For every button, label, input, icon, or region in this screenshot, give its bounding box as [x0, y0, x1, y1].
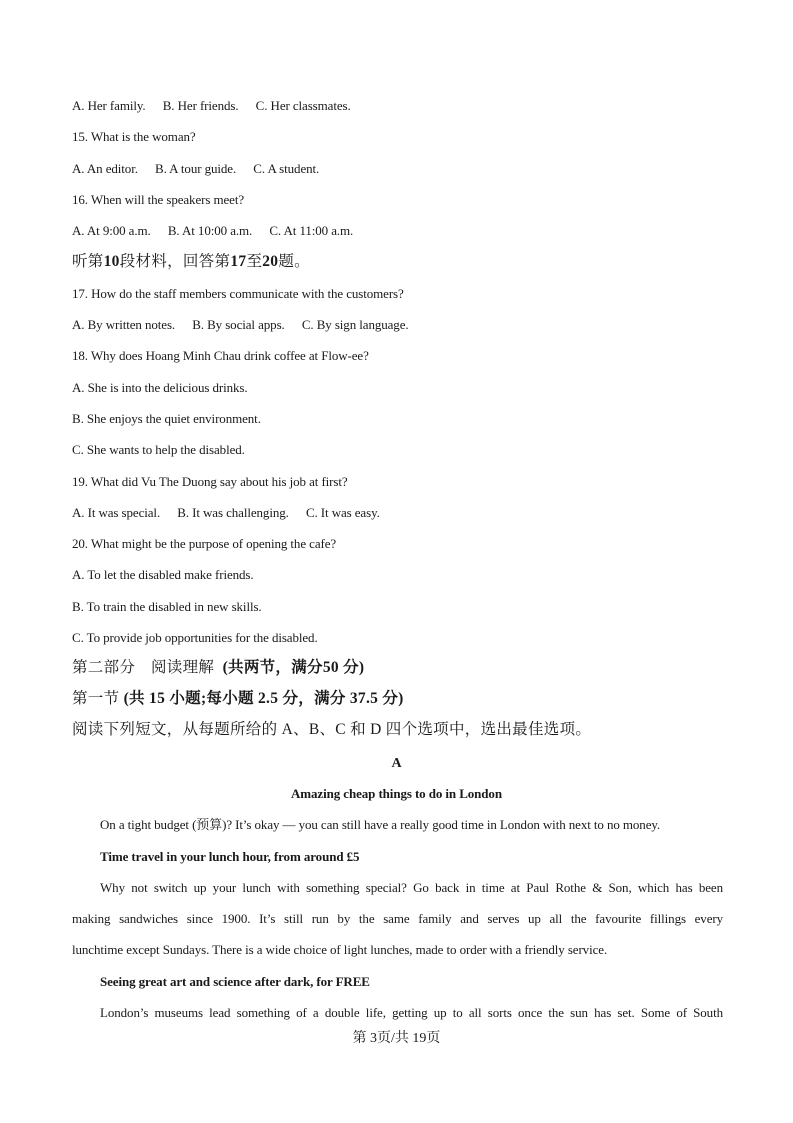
q19-options — [72, 505, 380, 521]
q15-options — [72, 161, 319, 177]
page-footer: 第 3页/共 19页 — [352, 1031, 441, 1046]
option-c: C. By sign language. — [301, 317, 409, 332]
option-b: B. A tour guide. — [155, 161, 237, 176]
option-c: C. Her classmates. — [255, 98, 351, 113]
option-c: C. It was easy. — [305, 505, 380, 520]
question-15: 15. What is the woman? — [72, 129, 196, 144]
option-a: A. By written notes. — [72, 317, 176, 332]
q14-options — [72, 98, 351, 114]
section-one-title: 第一节 (共 15 小题;每小题 2.5 分，满分 37.5 分) — [72, 690, 404, 707]
option-a: A. At 9:00 a.m. — [72, 223, 151, 238]
passage-title: Amazing cheap things to do in London — [291, 786, 502, 801]
paragraph-1-line-1: Why not switch up your lunch with something special? Go back in time at Paul Rothe & Son, which has been — [100, 880, 723, 895]
option-c: C. At 11:00 a.m. — [269, 223, 354, 238]
q16-options — [72, 223, 353, 239]
paragraph-1-line-3: lunchtime except Sundays. There is a wide choice of light lunches, made to order with a friendly service. — [72, 942, 608, 957]
option-a: A. An editor. — [72, 161, 138, 176]
heading-time-travel: Time travel in your lunch hour, from around £5 — [100, 849, 360, 864]
option-b: B. At 10:00 a.m. — [167, 223, 253, 238]
q18-option-b: B. She enjoys the quiet environment. — [72, 411, 261, 426]
part-two-title: 第二部分 阅读理解 (共两节，满分50 分) — [72, 659, 365, 676]
question-20: 20. What might be the purpose of opening the cafe? — [72, 536, 337, 551]
question-18: 18. Why does Hoang Minh Chau drink coffee at Flow-ee? — [72, 348, 369, 363]
option-b: B. It was challenging. — [177, 505, 289, 520]
question-19: 19. What did Vu The Duong say about his job at first? — [72, 474, 348, 489]
heading-art-science: Seeing great art and science after dark, for FREE — [100, 974, 370, 989]
q20-option-a: A. To let the disabled make friends. — [72, 567, 254, 582]
option-a: A. Her family. — [72, 98, 146, 113]
question-16: 16. When will the speakers meet? — [72, 192, 245, 207]
question-17: 17. How do the staff members communicate with the customers? — [72, 286, 404, 301]
q20-option-b: B. To train the disabled in new skills. — [72, 599, 262, 614]
q20-option-c: C. To provide job opportunities for the disabled. — [72, 630, 318, 645]
section-10-instruction: 听第10段材料，回答第17至20题。 — [72, 253, 310, 270]
passage-label: A — [391, 756, 402, 771]
reading-instruction: 阅读下列短文，从每题所给的 A、B、C 和 D 四个选项中，选出最佳选项。 — [72, 721, 592, 738]
option-b: B. Her friends. — [162, 98, 239, 113]
option-c: C. A student. — [253, 161, 320, 176]
paragraph-1-line-2: making sandwiches since 1900. It’s still run by the same family and serves up all the favourite fillings every — [72, 911, 723, 926]
option-b: B. By social apps. — [192, 317, 285, 332]
passage-intro: On a tight budget (预算)? It’s okay — you can still have a really good time in London with next to no money. — [100, 817, 661, 832]
paragraph-2-line-1: London’s museums lead something of a double life, getting up to all sorts once the sun has set. Some of South — [100, 1005, 723, 1020]
q17-options — [72, 317, 409, 333]
option-a: A. It was special. — [72, 505, 161, 520]
q18-option-c: C. She wants to help the disabled. — [72, 442, 245, 457]
q18-option-a: A. She is into the delicious drinks. — [72, 380, 248, 395]
